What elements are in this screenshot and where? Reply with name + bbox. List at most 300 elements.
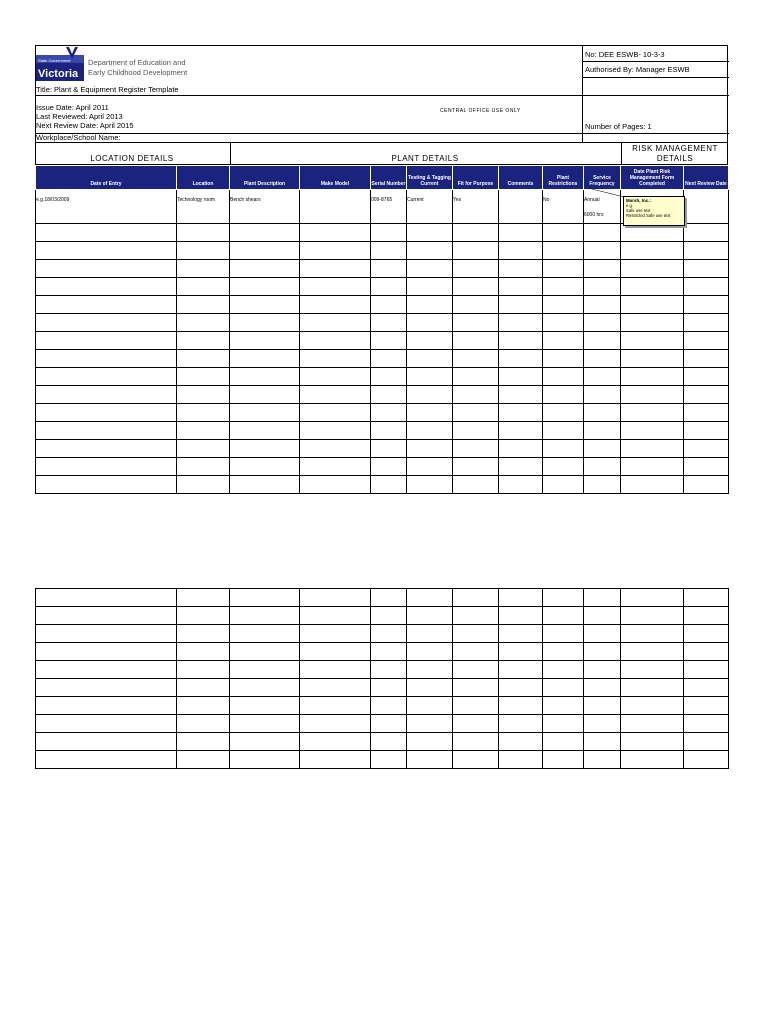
- empty-cell[interactable]: [36, 404, 177, 422]
- empty-cell[interactable]: [453, 386, 499, 404]
- empty-cell[interactable]: [499, 350, 543, 368]
- empty-cell[interactable]: [584, 422, 621, 440]
- empty-cell[interactable]: [499, 242, 543, 260]
- empty-cell[interactable]: [230, 625, 300, 643]
- empty-cell[interactable]: [36, 607, 177, 625]
- empty-cell[interactable]: [371, 422, 407, 440]
- empty-cell[interactable]: [584, 386, 621, 404]
- empty-cell[interactable]: [453, 458, 499, 476]
- empty-cell[interactable]: [230, 278, 300, 296]
- empty-cell[interactable]: [453, 715, 499, 733]
- empty-cell[interactable]: [621, 661, 684, 679]
- empty-cell[interactable]: [177, 386, 230, 404]
- empty-cell[interactable]: [621, 224, 684, 242]
- empty-cell[interactable]: [453, 733, 499, 751]
- empty-cell[interactable]: [371, 679, 407, 697]
- empty-cell[interactable]: [543, 350, 584, 368]
- empty-cell[interactable]: [584, 661, 621, 679]
- empty-cell[interactable]: [177, 476, 230, 494]
- empty-cell[interactable]: [453, 314, 499, 332]
- empty-cell[interactable]: [230, 679, 300, 697]
- empty-cell[interactable]: [684, 679, 729, 697]
- empty-cell[interactable]: [584, 643, 621, 661]
- empty-cell[interactable]: [177, 643, 230, 661]
- empty-cell[interactable]: [300, 224, 371, 242]
- empty-cell[interactable]: [499, 661, 543, 679]
- empty-cell[interactable]: [36, 422, 177, 440]
- empty-cell[interactable]: [300, 350, 371, 368]
- empty-cell[interactable]: [543, 625, 584, 643]
- empty-cell[interactable]: [36, 368, 177, 386]
- empty-cell[interactable]: [621, 733, 684, 751]
- empty-cell[interactable]: [371, 296, 407, 314]
- cell-testing-tagging[interactable]: Current: [407, 190, 453, 224]
- empty-cell[interactable]: [684, 332, 729, 350]
- empty-cell[interactable]: [584, 697, 621, 715]
- empty-cell[interactable]: [453, 332, 499, 350]
- empty-cell[interactable]: [36, 679, 177, 697]
- empty-cell[interactable]: [684, 643, 729, 661]
- empty-cell[interactable]: [453, 625, 499, 643]
- empty-cell[interactable]: [499, 733, 543, 751]
- empty-cell[interactable]: [584, 679, 621, 697]
- empty-cell[interactable]: [584, 476, 621, 494]
- empty-cell[interactable]: [543, 607, 584, 625]
- empty-cell[interactable]: [584, 224, 621, 242]
- empty-cell[interactable]: [684, 296, 729, 314]
- empty-cell[interactable]: [371, 224, 407, 242]
- empty-cell[interactable]: [621, 476, 684, 494]
- empty-cell[interactable]: [621, 625, 684, 643]
- empty-cell[interactable]: [407, 242, 453, 260]
- empty-cell[interactable]: [499, 589, 543, 607]
- empty-cell[interactable]: [543, 589, 584, 607]
- empty-cell[interactable]: [499, 607, 543, 625]
- empty-cell[interactable]: [230, 314, 300, 332]
- empty-cell[interactable]: [684, 697, 729, 715]
- empty-cell[interactable]: [499, 386, 543, 404]
- empty-cell[interactable]: [371, 476, 407, 494]
- empty-cell[interactable]: [684, 260, 729, 278]
- empty-cell[interactable]: [300, 715, 371, 733]
- empty-cell[interactable]: [453, 404, 499, 422]
- empty-cell[interactable]: [621, 386, 684, 404]
- empty-cell[interactable]: [684, 386, 729, 404]
- empty-cell[interactable]: [36, 661, 177, 679]
- empty-cell[interactable]: [684, 242, 729, 260]
- empty-cell[interactable]: [230, 422, 300, 440]
- empty-cell[interactable]: [371, 404, 407, 422]
- empty-cell[interactable]: [230, 643, 300, 661]
- empty-cell[interactable]: [499, 625, 543, 643]
- empty-cell[interactable]: [584, 458, 621, 476]
- empty-cell[interactable]: [371, 368, 407, 386]
- empty-cell[interactable]: [36, 278, 177, 296]
- empty-cell[interactable]: [407, 458, 453, 476]
- empty-cell[interactable]: [499, 679, 543, 697]
- empty-cell[interactable]: [371, 625, 407, 643]
- empty-cell[interactable]: [584, 589, 621, 607]
- empty-cell[interactable]: [230, 260, 300, 278]
- empty-cell[interactable]: [684, 733, 729, 751]
- empty-cell[interactable]: [684, 350, 729, 368]
- empty-cell[interactable]: [177, 458, 230, 476]
- empty-cell[interactable]: [300, 625, 371, 643]
- empty-cell[interactable]: [453, 350, 499, 368]
- empty-cell[interactable]: [177, 589, 230, 607]
- empty-cell[interactable]: [407, 224, 453, 242]
- empty-cell[interactable]: [621, 679, 684, 697]
- empty-cell[interactable]: [453, 440, 499, 458]
- empty-cell[interactable]: [300, 458, 371, 476]
- empty-cell[interactable]: [300, 422, 371, 440]
- empty-cell[interactable]: [36, 314, 177, 332]
- empty-cell[interactable]: [684, 607, 729, 625]
- empty-cell[interactable]: [177, 224, 230, 242]
- empty-cell[interactable]: [684, 314, 729, 332]
- empty-cell[interactable]: [621, 751, 684, 769]
- empty-cell[interactable]: [230, 368, 300, 386]
- empty-cell[interactable]: [621, 458, 684, 476]
- empty-cell[interactable]: [499, 224, 543, 242]
- empty-cell[interactable]: [543, 440, 584, 458]
- empty-cell[interactable]: [453, 589, 499, 607]
- empty-cell[interactable]: [499, 368, 543, 386]
- empty-cell[interactable]: [621, 296, 684, 314]
- empty-cell[interactable]: [300, 751, 371, 769]
- empty-cell[interactable]: [407, 332, 453, 350]
- empty-cell[interactable]: [543, 458, 584, 476]
- empty-cell[interactable]: [371, 697, 407, 715]
- empty-cell[interactable]: [36, 476, 177, 494]
- cell-date[interactable]: e.g.18/03/2009: [36, 190, 177, 224]
- empty-cell[interactable]: [543, 242, 584, 260]
- empty-cell[interactable]: [177, 422, 230, 440]
- empty-cell[interactable]: [684, 589, 729, 607]
- empty-cell[interactable]: [543, 661, 584, 679]
- empty-cell[interactable]: [300, 679, 371, 697]
- empty-cell[interactable]: [407, 661, 453, 679]
- empty-cell[interactable]: [230, 476, 300, 494]
- empty-cell[interactable]: [371, 314, 407, 332]
- empty-cell[interactable]: [543, 260, 584, 278]
- cell-plant-restrictions[interactable]: No: [543, 190, 584, 224]
- empty-cell[interactable]: [407, 314, 453, 332]
- empty-cell[interactable]: [177, 404, 230, 422]
- empty-cell[interactable]: [407, 607, 453, 625]
- empty-cell[interactable]: [584, 715, 621, 733]
- empty-cell[interactable]: [230, 751, 300, 769]
- empty-cell[interactable]: [543, 224, 584, 242]
- empty-cell[interactable]: [371, 458, 407, 476]
- empty-cell[interactable]: [300, 589, 371, 607]
- empty-cell[interactable]: [543, 715, 584, 733]
- empty-cell[interactable]: [499, 332, 543, 350]
- empty-cell[interactable]: [453, 368, 499, 386]
- empty-cell[interactable]: [453, 697, 499, 715]
- empty-cell[interactable]: [584, 368, 621, 386]
- empty-cell[interactable]: [300, 404, 371, 422]
- empty-cell[interactable]: [177, 607, 230, 625]
- empty-cell[interactable]: [407, 260, 453, 278]
- empty-cell[interactable]: [453, 661, 499, 679]
- empty-cell[interactable]: [300, 733, 371, 751]
- empty-cell[interactable]: [36, 715, 177, 733]
- empty-cell[interactable]: [36, 260, 177, 278]
- empty-cell[interactable]: [177, 368, 230, 386]
- empty-cell[interactable]: [453, 224, 499, 242]
- empty-cell[interactable]: [584, 733, 621, 751]
- empty-cell[interactable]: [543, 422, 584, 440]
- empty-cell[interactable]: [36, 242, 177, 260]
- empty-cell[interactable]: [177, 296, 230, 314]
- empty-cell[interactable]: [543, 679, 584, 697]
- empty-cell[interactable]: [621, 715, 684, 733]
- empty-cell[interactable]: [684, 458, 729, 476]
- empty-cell[interactable]: [300, 332, 371, 350]
- empty-cell[interactable]: [543, 296, 584, 314]
- empty-cell[interactable]: [371, 733, 407, 751]
- empty-cell[interactable]: [453, 751, 499, 769]
- empty-cell[interactable]: [407, 751, 453, 769]
- empty-cell[interactable]: [684, 625, 729, 643]
- empty-cell[interactable]: [230, 224, 300, 242]
- empty-cell[interactable]: [230, 607, 300, 625]
- cell-plant-description[interactable]: Bench shears: [230, 190, 300, 224]
- empty-cell[interactable]: [584, 751, 621, 769]
- empty-cell[interactable]: [36, 350, 177, 368]
- empty-cell[interactable]: [300, 607, 371, 625]
- empty-cell[interactable]: [584, 404, 621, 422]
- empty-cell[interactable]: [584, 607, 621, 625]
- empty-cell[interactable]: [371, 715, 407, 733]
- empty-cell[interactable]: [684, 476, 729, 494]
- empty-cell[interactable]: [371, 386, 407, 404]
- empty-cell[interactable]: [621, 260, 684, 278]
- empty-cell[interactable]: [543, 404, 584, 422]
- empty-cell[interactable]: [177, 697, 230, 715]
- empty-cell[interactable]: [621, 350, 684, 368]
- empty-cell[interactable]: [407, 296, 453, 314]
- empty-cell[interactable]: [621, 278, 684, 296]
- empty-cell[interactable]: [499, 440, 543, 458]
- empty-cell[interactable]: [371, 332, 407, 350]
- empty-cell[interactable]: [621, 422, 684, 440]
- empty-cell[interactable]: [407, 715, 453, 733]
- empty-cell[interactable]: [499, 458, 543, 476]
- cell-fit-for-purpose[interactable]: Yes: [453, 190, 499, 224]
- empty-cell[interactable]: [300, 260, 371, 278]
- empty-cell[interactable]: [407, 679, 453, 697]
- empty-cell[interactable]: [371, 607, 407, 625]
- empty-cell[interactable]: [371, 278, 407, 296]
- empty-cell[interactable]: [300, 242, 371, 260]
- empty-cell[interactable]: [36, 224, 177, 242]
- empty-cell[interactable]: [300, 643, 371, 661]
- empty-cell[interactable]: [584, 625, 621, 643]
- empty-cell[interactable]: [543, 314, 584, 332]
- empty-cell[interactable]: [36, 751, 177, 769]
- empty-cell[interactable]: [684, 278, 729, 296]
- empty-cell[interactable]: [230, 404, 300, 422]
- empty-cell[interactable]: [543, 278, 584, 296]
- empty-cell[interactable]: [300, 476, 371, 494]
- empty-cell[interactable]: [543, 386, 584, 404]
- empty-cell[interactable]: [300, 278, 371, 296]
- empty-cell[interactable]: [453, 260, 499, 278]
- empty-cell[interactable]: [371, 242, 407, 260]
- empty-cell[interactable]: [407, 476, 453, 494]
- empty-cell[interactable]: [684, 224, 729, 242]
- empty-cell[interactable]: [177, 440, 230, 458]
- empty-cell[interactable]: [300, 697, 371, 715]
- empty-cell[interactable]: [371, 751, 407, 769]
- empty-cell[interactable]: [36, 332, 177, 350]
- empty-cell[interactable]: [177, 661, 230, 679]
- empty-cell[interactable]: [453, 643, 499, 661]
- empty-cell[interactable]: [407, 440, 453, 458]
- empty-cell[interactable]: [230, 332, 300, 350]
- empty-cell[interactable]: [499, 751, 543, 769]
- empty-cell[interactable]: [177, 260, 230, 278]
- empty-cell[interactable]: [371, 589, 407, 607]
- empty-cell[interactable]: [621, 314, 684, 332]
- empty-cell[interactable]: [584, 296, 621, 314]
- empty-cell[interactable]: [584, 350, 621, 368]
- empty-cell[interactable]: [230, 440, 300, 458]
- empty-cell[interactable]: [499, 260, 543, 278]
- empty-cell[interactable]: [371, 440, 407, 458]
- empty-cell[interactable]: [543, 368, 584, 386]
- empty-cell[interactable]: [177, 751, 230, 769]
- empty-cell[interactable]: [499, 422, 543, 440]
- empty-cell[interactable]: [300, 296, 371, 314]
- empty-cell[interactable]: [36, 440, 177, 458]
- empty-cell[interactable]: [177, 278, 230, 296]
- empty-cell[interactable]: [230, 296, 300, 314]
- empty-cell[interactable]: [499, 296, 543, 314]
- empty-cell[interactable]: [300, 368, 371, 386]
- empty-cell[interactable]: [371, 643, 407, 661]
- empty-cell[interactable]: [453, 242, 499, 260]
- empty-cell[interactable]: [684, 422, 729, 440]
- empty-cell[interactable]: [177, 733, 230, 751]
- empty-cell[interactable]: [230, 715, 300, 733]
- empty-cell[interactable]: [230, 661, 300, 679]
- empty-cell[interactable]: [407, 643, 453, 661]
- empty-cell[interactable]: [407, 278, 453, 296]
- empty-cell[interactable]: [584, 440, 621, 458]
- empty-cell[interactable]: [407, 422, 453, 440]
- empty-cell[interactable]: [36, 697, 177, 715]
- empty-cell[interactable]: [230, 242, 300, 260]
- empty-cell[interactable]: [499, 715, 543, 733]
- empty-cell[interactable]: [684, 751, 729, 769]
- empty-cell[interactable]: [453, 422, 499, 440]
- empty-cell[interactable]: [230, 733, 300, 751]
- empty-cell[interactable]: [621, 440, 684, 458]
- empty-cell[interactable]: [584, 314, 621, 332]
- cell-next-review-date[interactable]: [684, 190, 729, 224]
- empty-cell[interactable]: [621, 332, 684, 350]
- empty-cell[interactable]: [584, 332, 621, 350]
- cell-comments[interactable]: [499, 190, 543, 224]
- empty-cell[interactable]: [177, 242, 230, 260]
- empty-cell[interactable]: [36, 589, 177, 607]
- comment-note[interactable]: [623, 196, 685, 226]
- empty-cell[interactable]: [684, 404, 729, 422]
- empty-cell[interactable]: [177, 715, 230, 733]
- empty-cell[interactable]: [684, 440, 729, 458]
- empty-cell[interactable]: [230, 386, 300, 404]
- empty-cell[interactable]: [36, 643, 177, 661]
- empty-cell[interactable]: [499, 314, 543, 332]
- empty-cell[interactable]: [371, 350, 407, 368]
- empty-cell[interactable]: [543, 476, 584, 494]
- empty-cell[interactable]: [407, 350, 453, 368]
- empty-cell[interactable]: [543, 733, 584, 751]
- empty-cell[interactable]: [407, 589, 453, 607]
- empty-cell[interactable]: [621, 368, 684, 386]
- empty-cell[interactable]: [499, 404, 543, 422]
- empty-cell[interactable]: [621, 607, 684, 625]
- empty-cell[interactable]: [621, 643, 684, 661]
- empty-cell[interactable]: [230, 697, 300, 715]
- empty-cell[interactable]: [371, 260, 407, 278]
- empty-cell[interactable]: [499, 697, 543, 715]
- empty-cell[interactable]: [684, 715, 729, 733]
- empty-cell[interactable]: [300, 386, 371, 404]
- empty-cell[interactable]: [407, 625, 453, 643]
- empty-cell[interactable]: [177, 332, 230, 350]
- cell-serial-number[interactable]: 009-8765: [371, 190, 407, 224]
- empty-cell[interactable]: [407, 733, 453, 751]
- empty-cell[interactable]: [36, 458, 177, 476]
- empty-cell[interactable]: [684, 661, 729, 679]
- empty-cell[interactable]: [407, 697, 453, 715]
- empty-cell[interactable]: [230, 350, 300, 368]
- cell-location[interactable]: Technology room: [177, 190, 230, 224]
- empty-cell[interactable]: [300, 661, 371, 679]
- empty-cell[interactable]: [499, 643, 543, 661]
- empty-cell[interactable]: [177, 314, 230, 332]
- empty-cell[interactable]: [230, 458, 300, 476]
- empty-cell[interactable]: [584, 278, 621, 296]
- empty-cell[interactable]: [453, 278, 499, 296]
- empty-cell[interactable]: [584, 260, 621, 278]
- empty-cell[interactable]: [453, 679, 499, 697]
- empty-cell[interactable]: [36, 386, 177, 404]
- empty-cell[interactable]: [230, 589, 300, 607]
- empty-cell[interactable]: [300, 314, 371, 332]
- empty-cell[interactable]: [621, 589, 684, 607]
- empty-cell[interactable]: [453, 296, 499, 314]
- empty-cell[interactable]: [453, 476, 499, 494]
- empty-cell[interactable]: [177, 350, 230, 368]
- empty-cell[interactable]: [407, 368, 453, 386]
- empty-cell[interactable]: [499, 278, 543, 296]
- empty-cell[interactable]: [543, 332, 584, 350]
- cell-make-model[interactable]: [300, 190, 371, 224]
- empty-cell[interactable]: [407, 404, 453, 422]
- empty-cell[interactable]: [36, 625, 177, 643]
- empty-cell[interactable]: [499, 476, 543, 494]
- empty-cell[interactable]: [371, 661, 407, 679]
- empty-cell[interactable]: [621, 697, 684, 715]
- empty-cell[interactable]: [543, 751, 584, 769]
- empty-cell[interactable]: [543, 697, 584, 715]
- empty-cell[interactable]: [300, 440, 371, 458]
